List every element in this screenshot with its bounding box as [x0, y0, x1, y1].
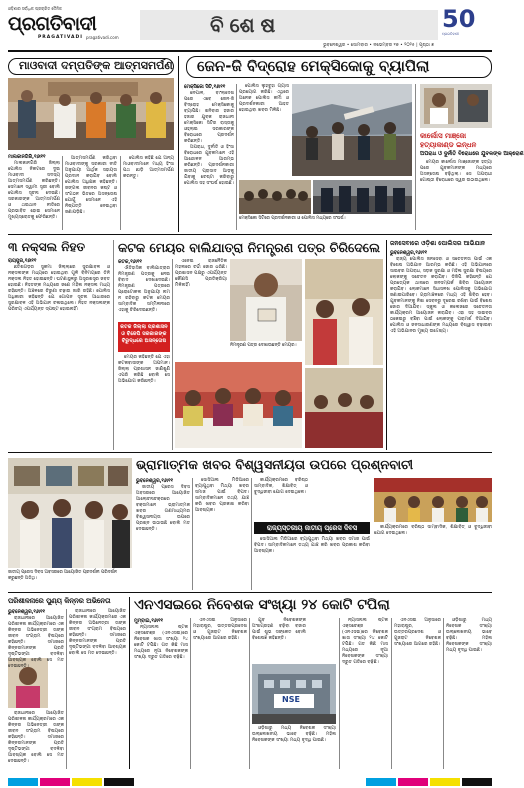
- photo-carlos-manzo: [420, 84, 492, 128]
- body-paragraph: ନ୍ୟାସନାଲ ଷ୍ଟକ ଏକ୍ସଚେଞ୍ଜ (ଏନଏସଇ)ରେ ନିବେଶକ ଖାତା ସଂଖ୍ୟା ୨୪ କୋଟି ଟପିଛି। ଗତ କିଛି ମାସ ମଧ୍ୟରେ ନୂଆ ନିବେଶକଙ୍କ ସଂଖ୍ୟା ଦ୍ରୁତ ଗତିରେ ବଢ଼ିଛି।: [342, 618, 388, 665]
- section-rule: [8, 234, 492, 235]
- caption-exhibition: ଜାତୀୟ ପ୍ରେସ ଦିବସ ଅବସରରେ ଆୟୋଜିତ ପ୍ରଦର୍ଶନୀ ପରିଦର୍ଶନ କରୁଛନ୍ତି ଅତିଥି।: [8, 570, 117, 581]
- print-mark-cyan: [366, 778, 396, 786]
- column-rule: [391, 618, 392, 769]
- dateline-police: ଭୁବନେଶ୍ୱର,୧୬ା୧୧: [390, 251, 428, 256]
- anniversary-emblem: [442, 6, 492, 40]
- column-rule: [251, 478, 252, 590]
- story-divider: [386, 240, 387, 450]
- column-rule: [190, 618, 191, 769]
- section-rule: [8, 592, 492, 593]
- story-divider: [178, 56, 179, 232]
- body-paragraph: ଆତ୍ମସମର୍ପଣ କରିଥିବା ମାଓବାଦୀଙ୍କୁ ସରକାରୀ ନୀତି ଅନୁଯାୟୀ ଆର୍ଥିକ ସହାୟତା ପ୍ରଦାନ କରାଯିବ ବୋଲି ପୋଲିସ ଅଧିକ୍ଷକ କହିଛନ୍ତି। ଜଙ୍ଗଲ ଜୀବନର କଷ୍ଟ ଓ ସଂଗଠନ ଭିତରେ ଅସନ୍ତୋଷ ଯୋଗୁଁ ସେମାନେ ଏହି ନିଷ୍ପତ୍ତି ନେଇଥିବା ଜଣାପଡ଼ିଛି।: [65, 156, 117, 215]
- photo-mayor: [230, 259, 302, 341]
- body-maoist-col1: [8, 161, 60, 229]
- photo-protest-crowd: [239, 180, 311, 214]
- photo-cuttack-crowd: [305, 259, 383, 365]
- body-nse-col1: [134, 625, 188, 769]
- body-nse-col3b: [252, 726, 336, 769]
- body-kinnar-col1b: [8, 711, 64, 769]
- dateline-cuttack: କଟକ,୧୬ା୧୧: [118, 260, 142, 265]
- body-paragraph: ଏନେଇ ରାଜନୈତିକ ମହଲରେ ଚର୍ଚ୍ଚା ଜୋର ଧରିଛି। ପ୍ରଶାସନ ପକ୍ଷରୁ ଏପର୍ଯ୍ୟନ୍ତ କୌଣସି ପ୍ରତିକ୍ରିୟା ମିଳିନାହିଁ।: [175, 259, 227, 288]
- dateline-fake-news: ଭୁବନେଶ୍ୱର,୧୬ା୧୧: [136, 479, 174, 484]
- anniversary-label: ପ୍ରଗତିବାଦୀ: [442, 32, 459, 36]
- body-paragraph: ନ୍ୟାସନାଲ ଷ୍ଟକ ଏକ୍ସଚେଞ୍ଜ (ଏନଏସଇ)ରେ ନିବେଶକ ଖାତା ସଂଖ୍ୟା ୨୪ କୋଟି ଟପିଛି। ଗତ କିଛି ମାସ ମଧ୍ୟରେ ନୂଆ ନିବେଶକଙ୍କ ସଂଖ୍ୟା ଦ୍ରୁତ ଗତିରେ ବଢ଼ିଛି।: [134, 625, 188, 660]
- body-paragraph: ଯୁବ ନିବେଶକଙ୍କ ଅଂଶଗ୍ରହଣ ବଢ଼ିବା ବଜାର ପାଇଁ ଶୁଭ ସଙ୍କେତ ବୋଲି ବିଶେଷଜ୍ଞ କହିଛନ୍ତି।: [252, 618, 306, 641]
- body-paragraph: ମାଲକାନଗିରି ଜିଲ୍ଲା ପୋଲିସ ନିକଟରେ ଦୁଇ ମାଓବାଦୀ ସଦସ୍ୟ ଆତ୍ମସମର୍ପଣ କରିଛନ୍ତି। ସେମାନେ ସ୍ୱାମୀ ସ୍ତ୍ରୀ ବୋଲି ପୋଲିସ ସୂଚନା ଦେଇଛି। ସରକାରଙ୍କ ଆତ୍ମସମର୍ପଣ ଓ ଥଇଥାନ ନୀତିରେ ପ୍ରଭାବିତ ହୋଇ ସେମାନେ ମୁଖ୍ୟସ୍ରୋତକୁ ଫେରିଛନ୍ତି।: [8, 161, 60, 220]
- print-mark-yellow: [72, 778, 102, 786]
- headline-police-campaign[interactable]: ଜନସେବାରେ ଓଡ଼ିଶା ପୋଲିସର ଆଭିଯାନ: [390, 240, 486, 247]
- column-rule: [120, 156, 121, 230]
- photo-exhibition: [8, 458, 132, 568]
- press-day-banner: ରାଜ୍ୟସ୍ତରୀୟ ଜାତୀୟ ପ୍ରେସ ଦିବସ: [254, 522, 370, 534]
- side-headline-2[interactable]: ହତ୍ୟାକାଣ୍ଡ ଇନ୍ଧନ: [420, 141, 477, 149]
- highlight-box: କଟକ ଜିଲ୍ଲା ପ୍ରଶାସନ ଓ ବିଜେପି ସରକାରଙ୍କ ବିରୁଦ୍ଧରେ ଅସନ୍ତୋଷ: [118, 322, 170, 352]
- body-paragraph: ସୋସିଆଲ ମିଡିଆରେ ବ୍ୟାପୁଥିବା ମିଥ୍ୟା ଖବର ସମାଜ ପାଇଁ ବିପଦ। ସାମ୍ବାଦିକମାନେ ତଥ୍ୟ ଯାଞ୍ଚ କରି ଖବର ପ୍ରକାଶ କରିବା ଆବଶ୍ୟକ।: [195, 478, 249, 513]
- headline-cuttack-mayor[interactable]: କଟକ ମେୟର ବାଲିଯାତ୍ରା ନିମନ୍ତ୍ରଣ ପତ୍ର ଚିରିଦେଲେ: [118, 240, 380, 255]
- body-naxal: [8, 265, 110, 447]
- body-fake-news-col1: [136, 485, 190, 589]
- print-mark-magenta: [40, 778, 70, 786]
- body-paragraph: ମେୟର କାର୍ଲୋସ ମାଞ୍ଜୋଙ୍କ ହତ୍ୟା ପରେ ଯୁବକମାନଙ୍କ ମଧ୍ୟରେ ଅସନ୍ତୋଷ ବଢ଼ିଥିଲା। ସେ ଅପରାଧୀ ଗୋଷ୍ଠୀ ବିରୋଧରେ ସ୍ୱର ଉଠାଉଥିଲେ।: [420, 160, 492, 183]
- headline-nse[interactable]: ଏନଏସଇରେ ନିବେଶକ ସଂଖ୍ୟା ୨୪ କୋଟି ଟପିଲା: [134, 597, 390, 613]
- body-paragraph: ସୋସିଆଲ ମିଡିଆରେ ବ୍ୟାପୁଥିବା ମିଥ୍ୟା ଖବର ସମାଜ ପାଇଁ ବିପଦ। ସାମ୍ବାଦିକମାନେ ତଥ୍ୟ ଯାଞ୍ଚ କରି ଖବର ପ୍ରକାଶ କରିବା ଆବଶ୍ୟକ।: [254, 537, 370, 554]
- masthead: [8, 6, 492, 48]
- dateline-kinnar: ଭୁବନେଶ୍ୱର,୧୬ା୧୧: [8, 610, 46, 615]
- body-cuttack-col2: [175, 259, 227, 359]
- masthead-rule: [8, 50, 492, 52]
- body-maoist-col2: [65, 156, 117, 230]
- logo-text: ପ୍ରଗତିବାଦୀ: [8, 13, 97, 35]
- body-paragraph: ରାଜଧାନୀରେ ଆୟୋଜିତ ପରିଶୀଳନା କାର୍ଯ୍ୟକ୍ରମରେ ଏକ କିନ୍ନର ଅଭିନେତ୍ରୀ ତାଙ୍କ ଜୀବନ ସଂଗ୍ରାମ ବିଷୟରେ କହିଛନ୍ତି। ସମାଜରେ କିନ୍ନରମାନଙ୍କ ପ୍ରତି ଦୃଷ୍ଟିଭଙ୍ଗୀ ବଦଳିବା ଆବଶ୍ୟକ ବୋଲି ସେ ମତ ଦେଇଛନ୍ତି।: [69, 609, 126, 656]
- headline-maoist[interactable]: ମାଓବାଦୀ ଦମ୍ପତିଙ୍କ ଆତ୍ମସମର୍ପଣ: [8, 58, 174, 75]
- body-fake-news-col2: [195, 478, 249, 588]
- column-rule: [66, 609, 67, 769]
- body-maoist-col3: [123, 156, 174, 230]
- body-paragraph: ଓଡ଼ିଶାରୁ ମଧ୍ୟ ନିବେଶକ ସଂଖ୍ୟା ଉଲ୍ଲେଖନୀୟ ଭାବେ ବଢ଼ିଛି। ମହିଳା ନିବେଶକଙ୍କ ସଂଖ୍ୟା ମଧ୍ୟ ବୃଦ୍ଧି ପାଇଛି।: [446, 618, 492, 653]
- photo-meeting: [305, 368, 383, 448]
- side-headline-1[interactable]: କାର୍ଲୋସ ମାଞ୍ଜୋ: [420, 132, 467, 140]
- photo-press-day-dais: [374, 478, 492, 522]
- headline-fake-news[interactable]: ଭ୍ରାମାତ୍ମକ ଖବର ବିଶ୍ୱସନୀୟତା ଉପରେ ପ୍ରଶ୍ନବାଚୀ: [136, 458, 414, 473]
- body-paragraph: ପୋଲିସ କହିଛି ଯେ ଅନ୍ୟ ମାଓବାଦୀମାନେ ମଧ୍ୟ ହିଂସା ପଥ ଛାଡ଼ି ଆତ୍ମସମର୍ପଣ କରନ୍ତୁ।: [123, 156, 174, 179]
- photo-nse-building: [252, 664, 336, 724]
- column-rule: [113, 240, 114, 450]
- photo-maoist-surrender: [8, 78, 174, 150]
- body-cuttack-col1b: [118, 355, 170, 450]
- body-paragraph: ପୋଲିସ ଲୁହବୁହା ଗ୍ୟାସ ପ୍ରୟୋଗ କରିଛି। ଏଥିରେ ଅନେକ ପୋଲିସ କର୍ମୀ ଓ ପ୍ରଦର୍ଶନକାରୀ ଆହତ ହୋଇଥିବା ଖବର ମିଳିଛି।: [239, 84, 289, 113]
- body-fake-news-col4: [254, 537, 370, 589]
- body-paragraph: ମେୟର କହିଛନ୍ତି ଯେ ଏହା କଟକବାସୀଙ୍କ ଅପମାନ। ଜିଲ୍ଲା ପ୍ରଶାସନ ଜାଣିଶୁଣି ଏପରି କରିଛି ବୋଲି ସେ ଅଭିଯୋଗ କରିଛନ୍ତି।: [118, 355, 170, 384]
- body-kinnar-col2: [69, 609, 126, 769]
- caption-mayor: ନିମନ୍ତ୍ରଣ ପତ୍ର ଦେଖାଉଛନ୍ତି ମେୟର।: [230, 343, 297, 348]
- dateline-genz: ମେକ୍ସିକୋ ସିଟି,୧୬ା୧୧: [184, 85, 226, 90]
- column-rule: [249, 618, 250, 769]
- section-title: ବିଶେଷ: [210, 13, 282, 37]
- body-paragraph: ରାଜଧାନୀରେ ଆୟୋଜିତ ପରିଶୀଳନା କାର୍ଯ୍ୟକ୍ରମରେ ଏକ କିନ୍ନର ଅଭିନେତ୍ରୀ ତାଙ୍କ ଜୀବନ ସଂଗ୍ରାମ ବିଷୟରେ କହିଛନ୍ତି। ସମାଜରେ କିନ୍ନରମାନଙ୍କ ପ୍ରତି ଦୃଷ୍ଟିଭଙ୍ଗୀ ବଦଳିବା ଆବଶ୍ୟକ ବୋଲି ସେ ମତ ଦେଇଛନ୍ତି।: [8, 711, 64, 764]
- anniversary-number: 50: [442, 5, 476, 33]
- dateline-maoist: ମାଲକାନଗିରି,୧୬ା୧୧: [8, 155, 46, 160]
- column-rule: [192, 478, 193, 590]
- column-rule: [172, 259, 173, 450]
- body-nse-col4: [342, 618, 388, 769]
- body-nse-col5: [394, 618, 441, 769]
- section-rule: [8, 452, 492, 453]
- column-rule: [236, 84, 237, 230]
- headline-genz[interactable]: ଜେନ-ଜି ବିଦ୍ରୋହ ମେକ୍ସିକୋକୁ ବ୍ୟାପିଲା: [186, 56, 492, 78]
- dateline-nse: ମୁମ୍ବାଇ,୧୬ା୧୧: [134, 619, 163, 624]
- body-paragraph: ଏନଏସଇ ଅନୁସାରେ ମହାରାଷ୍ଟ୍ର, ଉତ୍ତରପ୍ରଦେଶ ଓ ଗୁଜରାଟ ନିବେଶକ ସଂଖ୍ୟାରେ ଆଗରେ ରହିଛି।: [394, 618, 441, 647]
- body-kinnar-col1: [8, 616, 64, 669]
- column-rule: [415, 84, 416, 230]
- print-mark-black: [462, 778, 492, 786]
- website-url: pragativadi.com: [86, 35, 119, 40]
- body-nse-col2: [193, 618, 247, 769]
- section-banner: [140, 10, 438, 40]
- dateline-naxal: ରାୟପୁର,୧୬ା୧୧: [8, 259, 37, 264]
- body-nse-col6: [446, 618, 492, 769]
- body-genz-col2: [239, 84, 289, 178]
- body-cuttack-col1: [118, 266, 170, 320]
- body-paragraph: କାର୍ଯ୍ୟକ୍ରମରେ ବରିଷ୍ଠ ସାମ୍ବାଦିକ, ଶିକ୍ଷାବିତ୍ ଓ ବୁଦ୍ଧିଜୀବୀ ଯୋଗ ଦେଇଥିଲେ।: [254, 478, 308, 495]
- body-paragraph: ରାଜ୍ୟ ପୋଲିସ ଜନସେବା ଓ ସଚେତନତା ପାଇଁ ଏକ ବିଶେଷ ଅଭିଯାନ ଆରମ୍ଭ କରିଛି। ଏହି ଅଭିଯାନରେ ସାଇବର ଅପରାଧ, ସଡ଼କ ସୁରକ୍ଷା ଓ ମହିଳା ସୁରକ୍ଷା ବିଷୟରେ ଲୋକଙ୍କୁ ସଚେତନ କରାଯିବ। ଡିଜିପି କହିଛନ୍ତି ଯେ ପ୍ରତ୍ୟେକ ଥାନାରେ ଜନସମ୍ପର୍କ ଶିବିର ଆୟୋଜନ କରାଯିବ। ଲୋକମାନେ ସିଧାସଳଖ ପୋଲିସକୁ ଅଭିଯୋଗ ଜଣାଇପାରିବେ। ଗ୍ରାମାଞ୍ଚଳରେ ମଧ୍ୟ ଏହି ଶିବିର ହେବ। ଯୁବକମାନଙ୍କୁ ନିଶା ସେବନରୁ ଦୂରେଇ ରଖିବା ପାଇଁ ବିଶେଷ ଜୋର ଦିଆଯିବ। ସ୍କୁଲ ଓ କଲେଜରେ ସଚେତନତା କାର୍ଯ୍ୟକ୍ରମ ଆୟୋଜନ କରାଯିବ। ଏହା ସହ ସାଇବର ଠକେଇରୁ ବଞ୍ଚିବା ପାଇଁ ଲୋକଙ୍କୁ ପରାମର୍ଶ ଦିଆଯିବ। ପୋଲିସ ଓ ଜନସାଧାରଣଙ୍କ ମଧ୍ୟରେ ବିଶ୍ୱାସ ବଢ଼ାଇବା ଏହି ଅଭିଯାନର ମୁଖ୍ୟ ଉଦ୍ଦେଶ୍ୟ।: [390, 257, 492, 334]
- body-paragraph: ଜାତୀୟ ପ୍ରେସ ଦିବସ ଅବସରରେ ଆୟୋଜିତ ଆଲୋଚନାଚକ୍ରରେ ବକ୍ତାମାନେ ଭ୍ରାମାତ୍ମକ ଖବର ଗଣମାଧ୍ୟମର ବିଶ୍ୱସନୀୟତା ଉପରେ ପ୍ରଶ୍ନ ଉଠାଉଛି ବୋଲି ମତ ଦେଇଛନ୍ତି।: [136, 485, 190, 532]
- logo-subtitle: PRAGATIVADI: [38, 35, 83, 40]
- photo-mexico-protest: [292, 84, 412, 176]
- body-genz-col1: [184, 91, 234, 231]
- nse-logo: NSE: [282, 695, 300, 704]
- side-subhead: ଅପରାଧ ଓ ଦୁର୍ନୀତି ବିରୋଧରେ ଯୁବକଙ୍କ ଆକ୍ରୋଶ: [420, 151, 524, 157]
- body-side-story: [420, 160, 492, 230]
- body-fake-news-col3: [254, 478, 308, 518]
- photo-press-meet: [175, 362, 302, 448]
- body-paragraph: କାର୍ଯ୍ୟକ୍ରମରେ ବରିଷ୍ଠ ସାମ୍ବାଦିକ, ଶିକ୍ଷାବିତ୍ ଓ ବୁଦ୍ଧିଜୀବୀ ଯୋଗ ଦେଇଥିଲେ।: [374, 525, 492, 536]
- print-mark-magenta: [398, 778, 428, 786]
- print-mark-black: [104, 778, 134, 786]
- print-mark-yellow: [430, 778, 460, 786]
- column-rule: [62, 156, 63, 230]
- body-police-campaign: [390, 257, 492, 449]
- body-paragraph: ଛତିଶଗଡ଼ର ସୁକମା ଜିଲ୍ଲାରେ ସୁରକ୍ଷାବଳ ଓ ନକ୍ସଲଙ୍କ ମଧ୍ୟରେ ହୋଇଥିବା ଗୁଳି ବିନିମୟରେ ତିନି ନକ୍ସଲ ନିହତ ହୋଇଛନ୍ତି। ଘଟଣାସ୍ଥଳରୁ ଅସ୍ତ୍ରଶସ୍ତ୍ର ଜବତ ହୋଇଛି। ନିହତଙ୍କ ମଧ୍ୟରେ ଜଣେ ମହିଳା ନକ୍ସଲ ମଧ୍ୟ ରହିଛନ୍ତି। ଅଞ୍ଚଳରେ ଚିରୁଣୀ ଚଢ଼ାଉ ଜାରି ରହିଛି। ପୋଲିସ ଅଧିକାରୀ କହିଛନ୍ତି ଯେ ଗୋପନ ସୂଚନା ଆଧାରରେ ସୁରକ୍ଷାବଳ ଏହି ଅଭିଯାନ ଚଳାଇଥିଲେ। ନିହତ ନକ୍ସଲଙ୍କ ପରିଚୟ ଏପର୍ଯ୍ୟନ୍ତ ସ୍ପଷ୍ଟ ହୋଇନାହିଁ।: [8, 265, 110, 312]
- column-rule: [339, 618, 340, 769]
- newspaper-logo[interactable]: [8, 12, 136, 36]
- column-rule: [443, 618, 444, 769]
- body-paragraph: ଓଡ଼ିଶାରୁ ମଧ୍ୟ ନିବେଶକ ସଂଖ୍ୟା ଉଲ୍ଲେଖନୀୟ ଭାବେ ବଢ଼ିଛି। ମହିଳା ନିବେଶକଙ୍କ ସଂଖ୍ୟା ମଧ୍ୟ ବୃଦ୍ଧି ପାଇଛି।: [252, 726, 336, 743]
- story-divider: [129, 597, 130, 769]
- body-paragraph: ଐତିହାସିକ ବାଲିଯାତ୍ରାର ନିମନ୍ତ୍ରଣ ପତ୍ରକୁ ନେଇ ବିବାଦ ଦେଖାଦେଇଛି। ନିମନ୍ତ୍ରଣ ପତ୍ରରେ ପ୍ରୋଟୋକଲ ଅନୁଯାୟୀ ନାମ ନ ରହିବାରୁ କଟକ ମେୟର ସାମ୍ବାଦିକ ସମ୍ମିଳନୀରେ ଏହାକୁ ଚିରିଦେଇଛନ୍ତି।: [118, 266, 170, 313]
- body-nse-col3: [252, 618, 306, 662]
- print-mark-cyan: [8, 778, 38, 786]
- body-paragraph: ନେପାଳ, ବାଂଲାଦେଶ ପରେ ଏବେ ଜେନ-ଜି ବିଦ୍ରୋହ ମେକ୍ସିକୋକୁ ବ୍ୟାପିଛି। ଶନିବାର ହଜାର ହଜାର ଯୁବକ ରାଜଧାନୀ ମେକ୍ସିକୋ ସିଟିର ରାସ୍ତାକୁ ଓହ୍ଲାଇ ସରକାରଙ୍କ ବିରୋଧରେ ପ୍ରଦର୍ଶନ କରିଛନ୍ତି।: [184, 91, 234, 144]
- body-fake-news-col5: [374, 525, 492, 589]
- body-paragraph: ଏନଏସଇ ଅନୁସାରେ ମହାରାଷ୍ଟ୍ର, ଉତ୍ତରପ୍ରଦେଶ ଓ ଗୁଜରାଟ ନିବେଶକ ସଂଖ୍ୟାରେ ଆଗରେ ରହିଛି।: [193, 618, 247, 641]
- photo-police-line: [313, 180, 412, 214]
- body-paragraph: ରାଜଧାନୀରେ ଆୟୋଜିତ ପରିଶୀଳନା କାର୍ଯ୍ୟକ୍ରମରେ ଏକ କିନ୍ନର ଅଭିନେତ୍ରୀ ତାଙ୍କ ଜୀବନ ସଂଗ୍ରାମ ବିଷୟରେ କହିଛନ୍ତି। ସମାଜରେ କିନ୍ନରମାନଙ୍କ ପ୍ରତି ଦୃଷ୍ଟିଭଙ୍ଗୀ ବଦଳିବା ଆବଶ୍ୟକ ବୋଲି ସେ ମତ ଦେଇଛନ୍ତି।: [8, 616, 64, 669]
- masthead-tagline: ଓଡ଼ିଶାର ସର୍ବାଧିକ ପ୍ରଚାରିତ ଦୈନିକ: [8, 6, 62, 11]
- headline-kinnar[interactable]: ପରିଶୀଳନାରେ ପୁଣ୍ୟ କିନ୍ନର ଅଭିନେତା: [8, 597, 111, 605]
- caption-genz: ମେକ୍ସିକୋ ସିଟିରେ ପ୍ରଦର୍ଶନକାରୀ ଓ ପୋଲିସ ମଧ୍ୟରେ ସଂଘର୍ଷ।: [239, 216, 346, 221]
- date-page-line: ଭୁବନେଶ୍ୱର • ସୋମବାର • ନଭେମ୍ବର ୧୭ • ୨୦୨୫ | ପୃଷ୍ଠା ୭: [323, 43, 434, 48]
- body-paragraph: ଅପରାଧ, ଦୁର୍ନୀତି ଓ ହିଂସା ବିରୋଧରେ ଯୁବକମାନେ ଏହି ଆନ୍ଦୋଳନ ଆରମ୍ଭ କରିଛନ୍ତି। ପ୍ରଦର୍ଶନକାରୀ ଜାତୀୟ ପ୍ରାସାଦ ଆଡ଼କୁ ଯିବାକୁ ଚେଷ୍ଟା କରିବାରୁ ପୋଲିସ ସହ ସଂଘର୍ଷ ହୋଇଛି।: [184, 145, 234, 186]
- headline-naxal[interactable]: ୩ ନକ୍ସଲ ନିହତ: [8, 240, 86, 254]
